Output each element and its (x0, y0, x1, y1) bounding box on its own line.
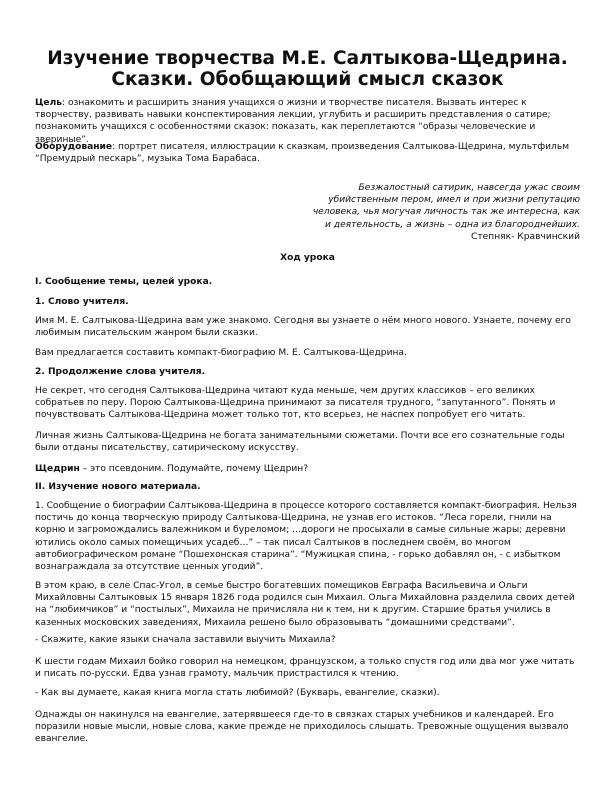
goal-text: : ознакомить и расширить знания учащихся о жизни и творчестве писателя. Вызвать интерес к творчеству, развивать навыки конспектирования лекции, углубить и расширить представления о сатире; познакомить учащихся с особенностями сказок: показать, как переплетаются “образы человеческие и звериные”. (35, 98, 551, 145)
pseudonym-text: – это псевдоним. Подумайте, почему Щедрин? (79, 464, 309, 474)
equipment-paragraph (35, 141, 580, 165)
equipment-label: Оборудование (35, 142, 113, 152)
epigraph (310, 182, 580, 243)
subsection-heading-1: 1. Слово учителя. (35, 297, 129, 307)
goal-label: Цель (35, 98, 63, 108)
paragraph-9: К шести годам Михаил бойко говорил на немецком, французском, а только спустя год или два мог уже читать и писать по-русски. Едва узнав грамоту, мальчик пристрастился к чтению. (35, 657, 575, 680)
paragraph-3: Не секрет, что сегодня Салтыкова-Щедрина читают куда меньше, чем других классиков – его великих собратьев по перу. Порою Салтыкова-Щедрина принимают за писателя трудного, “запутанного”. Понять и почувствовать Салтыкова-Щедрина может только тот, кто всерьез, не наспех попробует его читать. (35, 386, 556, 421)
lesson-heading: Ход урока (280, 253, 335, 263)
paragraph-8: - Скажите, какие языки сначала заставили выучить Михаила? (35, 635, 336, 645)
paragraph-4: Личная жизнь Салтыкова-Щедрина не богата занимательными сюжетами. Почти все его сознательные годы были отданы писательству, сатирическому искусству. (35, 431, 565, 454)
paragraph-1: Имя М. Е. Салтыкова-Щедрина вам уже знакомо. Сегодня вы узнаете о нём много нового. Узнаете, почему его любимым писательским жанром были сказки. (35, 316, 571, 339)
title-line-2: Сказки. Обобщающий смысл сказок (111, 69, 504, 90)
paragraph-10: - Как вы думаете, какая книга могла стать любимой? (Букварь, евангелие, сказки). (35, 688, 440, 698)
paragraph-11: Однажды он накинулся на евангелие, затерявшееся где-то в связках старых учебников и календарей. Его поразили новые мысли, новые слова, какие прежде не приходилось слышать. Тревожные ощущения вызвало евангелие. (35, 710, 569, 745)
epigraph-author: Степняк- Кравчинский (471, 231, 580, 242)
document-title (35, 48, 580, 90)
section-heading-1: I. Сообщение темы, целей урока. (35, 277, 213, 287)
paragraph-5 (35, 463, 580, 475)
subsection-heading-2: 2. Продолжение слова учителя. (35, 367, 206, 377)
title-line-1: Изучение творчества М.Е. Салтыкова-Щедрина. (47, 48, 568, 69)
paragraph-7: В этом краю, в селе Спас-Угол, в семье быстро богатевших помещиков Евграфа Васильевича и Ольги Михайловны Салтыковых 15 января 1826 года родился сын Михаил. Ольга Михайловна разделила своих детей на “любимчиков” и “постылых”, Михаила не причисляла ни к тем, ни к другим. Старшие братья учились в казенных московских заведениях, Михаила решено было образовывать “домашними средствами”. (35, 581, 575, 628)
goal-paragraph (35, 97, 580, 146)
paragraph-2: Вам предлагается составить компакт-биографию М. Е. Салтыкова-Щедрина. (35, 348, 407, 358)
pseudonym-term: Щедрин (35, 464, 80, 474)
paragraph-6: 1. Сообщение о биографии Салтыкова-Щедрина в процессе которого составляется компакт-биография. Нельзя постичь до конца творческую природу Салтыкова-Щедрина, не узнав его истоков. “Леса горели, гнили на корню и загромождались валежником и буреломом; …дороги не просыхали в самые сильные жары; деревни ютились около самых помещичьих усадеб…” – так писал Салтыков в последнем своём, во многом автобиографическом романе “Пошехонская старина”. “Мужицкая спина, - горько добавлял он, - с избытком вознаграждала за отсутствие ценных угодий”. (35, 501, 577, 573)
equipment-text: : портрет писателя, иллюстрации к сказкам, произведения Салтыкова-Щедрина, мультфильм “Премудрый пескарь”, музыка Тома Барабаса. (35, 142, 570, 165)
epigraph-quote: Безжалостный сатирик, навсегда ужас своим убийственным пером, имел и при жизни репутацию человека, чья могучая личность так же интересна, как и деятельность, а жизнь – одна из благороднейших. (312, 183, 580, 230)
section-heading-2: II. Изучение нового материала. (35, 482, 201, 492)
